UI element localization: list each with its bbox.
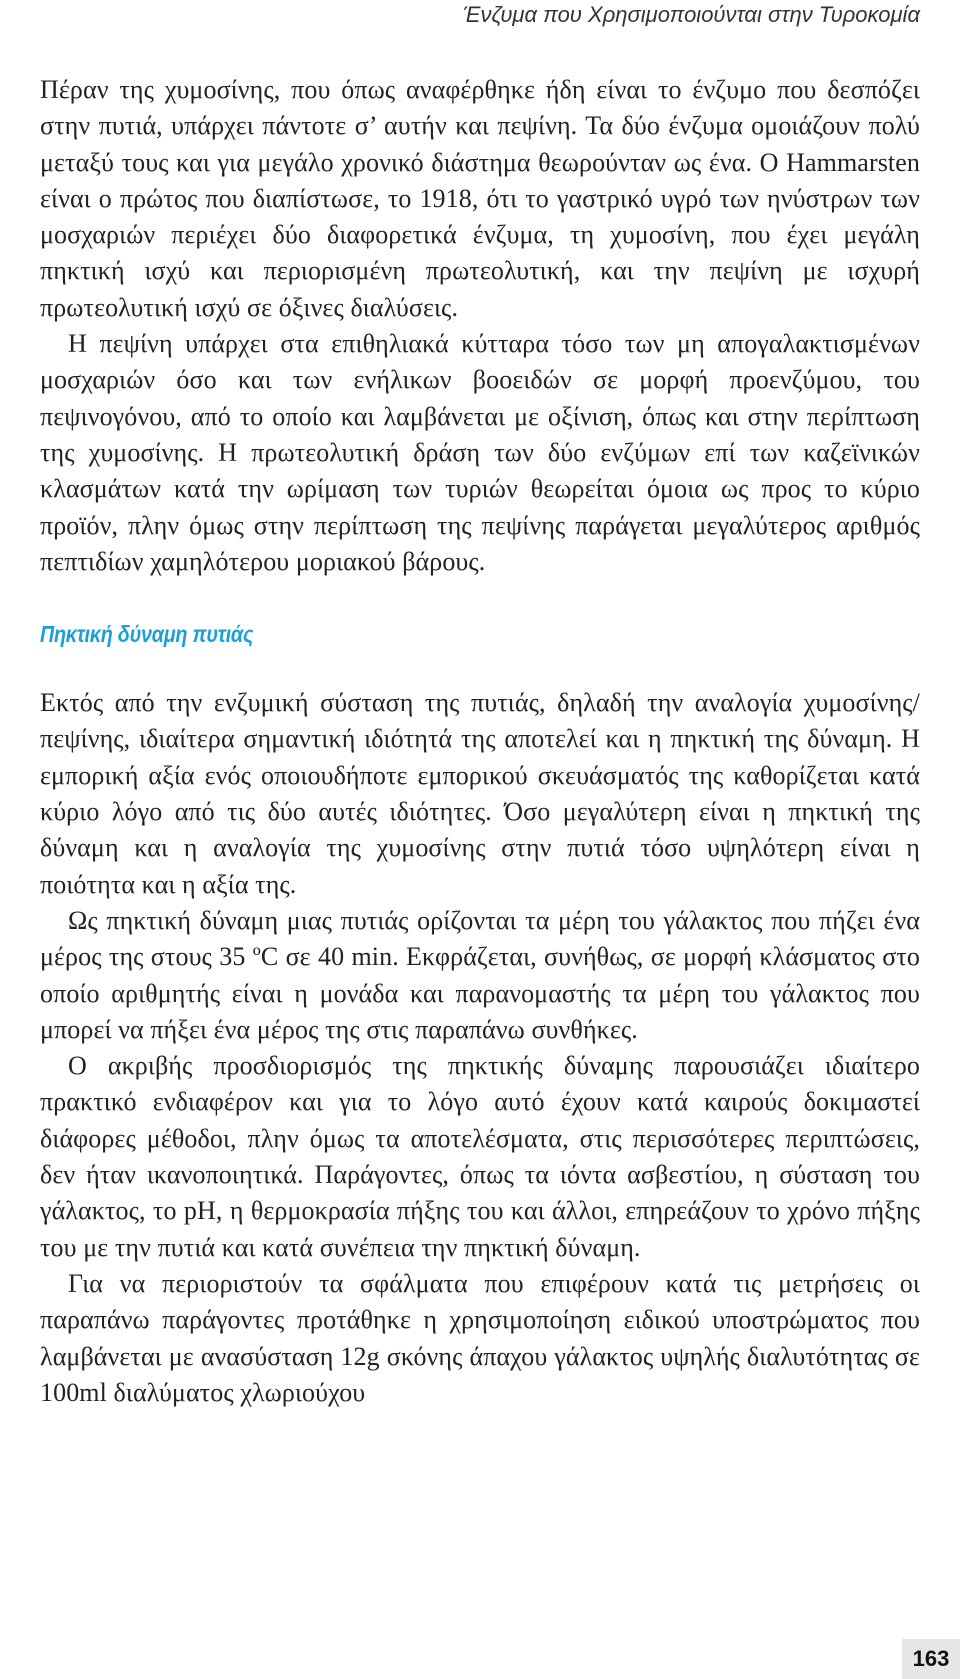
body-paragraph: Η πεψίνη υπάρχει στα επιθηλιακά κύτταρα τόσο των μη απογαλακτισμένων μοσχαριών όσο και των ενήλικων βοοειδών σε μορφή προενζύμου, του πεψινογόνου, από το οποίο και λαμβάνεται με οξίνιση, όπως και στην περίπτωση της χυμοσίνης. Η πρωτεολυτική δράση των δύο ενζύμων επί των καζεϊνικών κλασμάτων κατά την ωρίμαση των τυριών θεωρείται όμοια ως προς το κύριο προϊόν, πλην όμως στην περίπτωση της πεψίνης παράγεται μεγαλύτερος αριθμός πεπτιδίων χαμηλότερου μοριακού βάρους.	[40, 329, 920, 576]
body-paragraph: Πέραν της χυμοσίνης, που όπως αναφέρθηκε ήδη είναι το ένζυμο που δεσπόζει στην πυτιά, υπάρχει πάντοτε σ’ αυτήν και πεψίνη. Τα δύο ένζυμα ομοιάζουν πολύ μεταξύ τους και για μεγάλο χρονικό διάστημα θεωρούνταν ως ένα. Ο Hammarsten είναι ο πρώτος που διαπίστωσε, το 1918, ότι το γαστρικό υγρό των ηνύστρων των μοσχαριών περιέχει δύο διαφορετικά ένζυμα, τη χυμοσίνη, που έχει μεγάλη πηκτική ισχύ και περιορισμένη πρωτεολυτική, και την πεψίνη με ισχυρή πρωτεολυτική ισχύ σε όξινες διαλύσεις.	[40, 75, 920, 322]
body-paragraph: Ως πηκτική δύναμη μιας πυτιάς ορίζονται τα μέρη του γάλακτος που πήζει ένα μέρος της στους 35 ºC σε 40 min. Εκφράζεται, συνήθως, σε μορφή κλάσματος στο οποίο αριθμητής είναι η μονάδα και παρανομαστής τα μέρη του γάλακτος που μπορεί να πήξει ένα μέρος της στις παραπάνω συνθήκες.	[40, 905, 920, 1044]
page-content	[40, 72, 920, 1411]
page-number: 163	[902, 1639, 960, 1679]
body-paragraph: Ο ακριβής προσδιορισμός της πηκτικής δύναμης παρουσιάζει ιδιαίτερο πρακτικό ενδιαφέρον και για το λόγο αυτό έχουν κατά καιρούς δοκιμαστεί διάφορες μέθοδοι, πλην όμως τα αποτελέσματα, στις περισσότερες περιπτώσεις, δεν ήταν ικανοποιητικά. Παράγοντες, όπως τα ιόντα ασβεστίου, η σύσταση του γάλακτος, το pH, η θερμοκρασία πήξης του και άλλοι, επηρεάζουν το χρόνο πήξης του με την πυτιά και κατά συνέπεια την πηκτική δύναμη.	[40, 1051, 920, 1262]
section-heading: Πηκτική δύναμη πυτιάς	[40, 621, 254, 648]
body-paragraph: Εκτός από την ενζυμική σύσταση της πυτιάς, δηλαδή την αναλογία χυμοσίνης/πεψίνης, ιδιαίτερα σημαντική ιδιότητά της αποτελεί και η πηκτική της δύναμη. Η εμπορική αξία ενός οποιουδήποτε εμπορικού σκευάσματός της καθορίζεται κατά κύριο λόγο από τις δύο αυτές ιδιότητες. Όσο μεγαλύτερη είναι η πηκτική της δύναμη και η αναλογία της χυμοσίνης στην πυτιά τόσο υψηλότερη είναι η ποιότητα και η αξία της.	[40, 688, 920, 899]
body-paragraph: Για να περιοριστούν τα σφάλματα που επιφέρουν κατά τις μετρήσεις οι παραπάνω παράγοντες προτάθηκε η χρησιμοποίηση ειδικού υποστρώματος που λαμβάνεται με ανασύσταση 12g σκόνης άπαχου γάλακτος υψηλής διαλυτότητας σε 100ml διαλύματος χλωριούχου	[40, 1268, 920, 1407]
running-header: Ένζυμα που Χρησιμοποιούνται στην Τυροκομία	[463, 2, 920, 27]
